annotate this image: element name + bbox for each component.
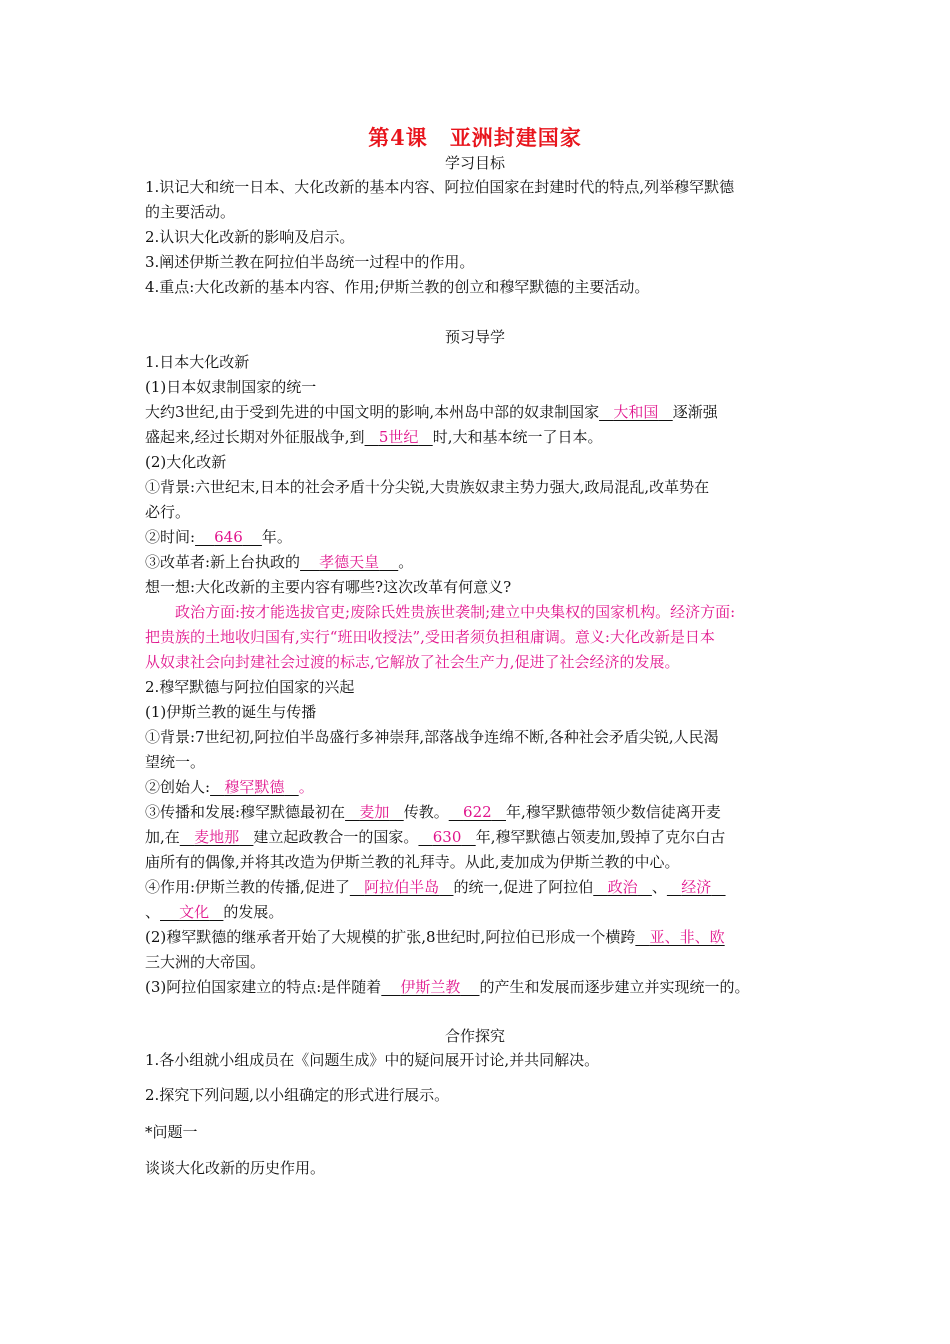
text: 大约3世纪,由于受到先进的中国文明的影响,本州岛中部的奴隶制国家: [145, 403, 600, 421]
subsection-title: (1)伊斯兰教的诞生与传播: [145, 703, 317, 721]
paragraph-line: ①背景:7世纪初,阿拉伯半岛盛行多神崇拜,部落战争连绵不断,各种社会矛盾尖锐,人民渴: [145, 728, 719, 746]
text: 。: [398, 553, 414, 571]
answer-line: 把贵族的土地收归国有,实行“班田收授法”,受田者须负担租庸调。意义:大化改新是日本: [145, 628, 715, 646]
paragraph-line: [145, 402, 718, 422]
question-label: *问题一: [145, 1123, 198, 1141]
text: 年。: [261, 528, 292, 546]
answer-blank: 622: [463, 803, 492, 821]
answer-blank: 阿拉伯半岛: [364, 878, 440, 896]
answer-line: 从奴隶社会向封建社会过渡的标志,它解放了社会生产力,促进了社会经济的发展。: [145, 653, 680, 671]
objective-line: 2.认识大化改新的影响及启示。: [145, 228, 355, 246]
text: ②创始人:: [145, 778, 211, 796]
text: 、: [145, 903, 161, 921]
text: ③改革者:新上台执政的: [145, 553, 301, 571]
answer-blank: 630: [432, 828, 462, 846]
text: 逐渐强: [672, 403, 718, 421]
paragraph-line: [145, 427, 603, 447]
paragraph-line: [145, 977, 750, 997]
paragraph-line: 三大洲的大帝国。: [145, 953, 266, 971]
paragraph-line: 望统一。: [145, 753, 206, 771]
subsection-title: (2)大化改新: [145, 453, 227, 471]
objective-line: 3.阐述伊斯兰教在阿拉伯半岛统一过程中的作用。: [145, 253, 475, 271]
answer-blank: 伊斯兰教: [400, 978, 461, 996]
text: 传教。: [403, 803, 449, 821]
text: 、: [651, 878, 667, 896]
text: 加,在: [145, 828, 180, 846]
question-text: 谈谈大化改新的历史作用。: [145, 1159, 326, 1177]
text: 的发展。: [223, 903, 284, 921]
answer-blank: 5世纪: [378, 428, 419, 446]
text: 时,大和基本统一了日本。: [432, 428, 603, 446]
paragraph-line: 必行。: [145, 503, 191, 521]
section-title: 1.日本大化改新: [145, 353, 250, 371]
answer-blank: 穆罕默德: [224, 778, 285, 796]
answer-blank: 孝德天皇: [319, 553, 380, 571]
text: 。: [298, 778, 314, 796]
subsection-title: (1)日本奴隶制国家的统一: [145, 378, 317, 396]
paragraph-line: 庙所有的偶像,并将其改造为伊斯兰教的礼拜寺。从此,麦加成为伊斯兰教的中心。: [145, 853, 680, 871]
answer-blank: 大和国: [613, 403, 659, 421]
paragraph-line: [145, 552, 413, 572]
section-title: 2.穆罕默德与阿拉伯国家的兴起: [145, 678, 355, 696]
objective-line: 1.识记大和统一日本、大化改新的基本内容、阿拉伯国家在封建时代的特点,列举穆罕默德: [145, 178, 735, 196]
text: (2)穆罕默德的继承者开始了大规模的扩张,8世纪时,阿拉伯已形成一个横跨: [145, 928, 636, 946]
explore-line: 2.探究下列问题,以小组确定的形式进行展示。: [145, 1086, 450, 1104]
objective-line: 4.重点:大化改新的基本内容、作用;伊斯兰教的创立和穆罕默德的主要活动。: [145, 278, 650, 296]
text: 年,穆罕默德占领麦加,毁掉了克尔白古: [475, 828, 726, 846]
paragraph-line: [145, 927, 725, 947]
page-title: [0, 122, 950, 152]
answer-blank: 麦地那: [194, 828, 240, 846]
paragraph-line: [145, 777, 314, 797]
text: 年,穆罕默德带领少数信徒离开麦: [505, 803, 721, 821]
lesson-name: 亚洲封建国家: [449, 125, 582, 150]
answer-blank: 646: [214, 528, 243, 546]
text: 盛起来,经过长期对外征服战争,到: [145, 428, 365, 446]
text: ③传播和发展:穆罕默德最初在: [145, 803, 346, 821]
answer-blank: 麦加: [359, 803, 390, 821]
answer-blank: 政治: [607, 878, 638, 896]
objective-line: 的主要活动。: [145, 203, 236, 221]
paragraph-line: [145, 827, 725, 847]
paragraph-line: [145, 902, 283, 922]
paragraph-line: [145, 527, 292, 547]
text: 的产生和发展而逐步建立并实现统一的。: [479, 978, 750, 996]
answer-line: 政治方面:按才能选拔官吏;废除氏姓贵族世袭制;建立中央集权的国家机构。经济方面:: [175, 603, 736, 621]
paragraph-line: ①背景:六世纪末,日本的社会矛盾十分尖锐,大贵族奴隶主势力强大,政局混乱,改革势在: [145, 478, 710, 496]
text: 建立起政教合一的国家。: [253, 828, 419, 846]
explore-line: 1.各小组就小组成员在《问题生成》中的疑问展开讨论,并共同解决。: [145, 1051, 600, 1069]
paragraph-line: [145, 877, 726, 897]
text: 的统一,促进了阿拉伯: [453, 878, 594, 896]
text: ②时间:: [145, 528, 196, 546]
question-line: 想一想:大化改新的主要内容有哪些?这次改革有何意义?: [145, 578, 512, 596]
answer-blank: 文化: [179, 903, 210, 921]
answer-blank: 经济: [681, 878, 712, 896]
objectives-heading: 学习目标: [444, 154, 505, 172]
paragraph-line: [145, 802, 721, 822]
answer-blank: 亚、非、欧: [649, 928, 725, 946]
explore-heading: 合作探究: [444, 1027, 505, 1045]
text: (3)阿拉伯国家建立的特点:是伴随着: [145, 978, 382, 996]
lesson-number: 第4课: [368, 125, 428, 150]
preview-heading: 预习导学: [444, 328, 505, 346]
text: ④作用:伊斯兰教的传播,促进了: [145, 878, 350, 896]
